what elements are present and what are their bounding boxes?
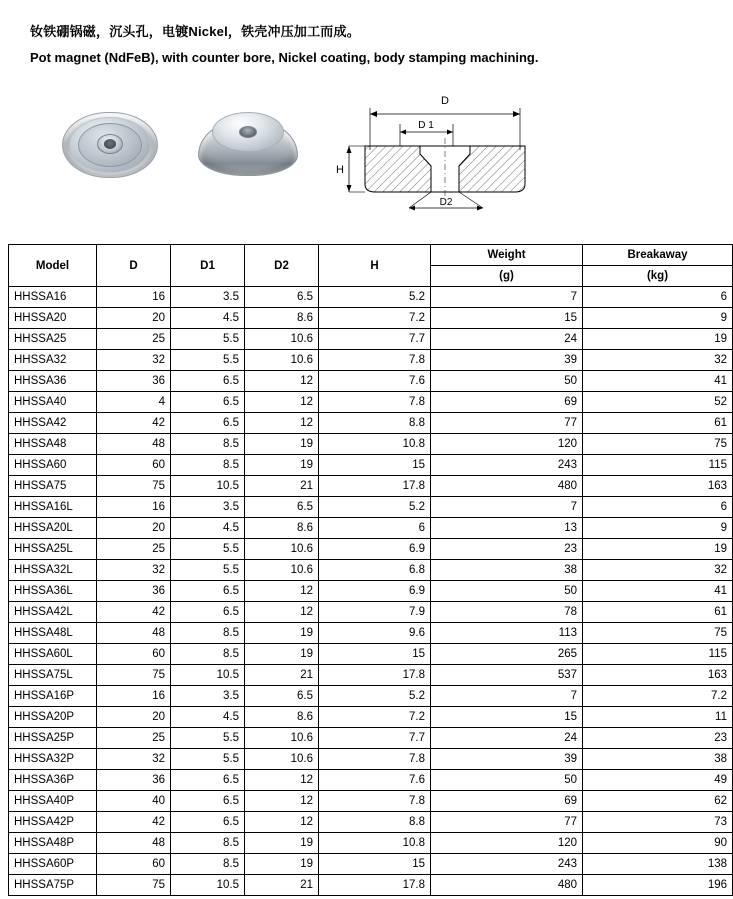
cell-model: HHSSA60L (9, 644, 97, 665)
cell-d2: 12 (245, 602, 319, 623)
cell-weight: 39 (431, 350, 583, 371)
header-h: H (319, 245, 431, 287)
table-row (9, 833, 733, 854)
cell-model: HHSSA25L (9, 539, 97, 560)
cell-d2: 10.6 (245, 749, 319, 770)
cell-d1: 6.5 (171, 812, 245, 833)
cell-h: 7.7 (319, 728, 431, 749)
table-row (9, 434, 733, 455)
cell-breakaway: 49 (583, 770, 733, 791)
cell-breakaway: 138 (583, 854, 733, 875)
cell-weight: 120 (431, 434, 583, 455)
cell-d1: 4.5 (171, 707, 245, 728)
table-row (9, 581, 733, 602)
cell-d1: 10.5 (171, 476, 245, 497)
cell-model: HHSSA40 (9, 392, 97, 413)
cell-model: HHSSA20L (9, 518, 97, 539)
table-row (9, 413, 733, 434)
cell-d1: 5.5 (171, 728, 245, 749)
page-header (0, 0, 700, 68)
cell-d: 16 (97, 497, 171, 518)
cell-weight: 77 (431, 812, 583, 833)
cell-d2: 6.5 (245, 287, 319, 308)
cell-h: 15 (319, 455, 431, 476)
cell-d1: 5.5 (171, 560, 245, 581)
cell-breakaway: 41 (583, 371, 733, 392)
cell-h: 10.8 (319, 833, 431, 854)
cell-d: 4 (97, 392, 171, 413)
cell-breakaway: 19 (583, 329, 733, 350)
cell-model: HHSSA60P (9, 854, 97, 875)
cell-d2: 12 (245, 581, 319, 602)
cell-model: HHSSA36 (9, 371, 97, 392)
cell-weight: 24 (431, 329, 583, 350)
cell-weight: 23 (431, 539, 583, 560)
cell-h: 7.2 (319, 707, 431, 728)
cell-model: HHSSA42 (9, 413, 97, 434)
cell-weight: 39 (431, 749, 583, 770)
cell-d: 36 (97, 581, 171, 602)
cell-d2: 21 (245, 875, 319, 896)
cell-h: 7.8 (319, 749, 431, 770)
cell-breakaway: 115 (583, 644, 733, 665)
cell-d2: 10.6 (245, 539, 319, 560)
cell-d: 60 (97, 854, 171, 875)
cell-d1: 6.5 (171, 392, 245, 413)
dimension-label-d2: D2 (439, 197, 453, 208)
cell-breakaway: 9 (583, 518, 733, 539)
cell-breakaway: 41 (583, 581, 733, 602)
cell-d2: 19 (245, 623, 319, 644)
cell-weight: 38 (431, 560, 583, 581)
cell-d: 25 (97, 728, 171, 749)
cell-breakaway: 6 (583, 287, 733, 308)
cell-weight: 13 (431, 518, 583, 539)
table-row (9, 707, 733, 728)
cell-d1: 5.5 (171, 749, 245, 770)
table-row (9, 329, 733, 350)
cell-d1: 6.5 (171, 602, 245, 623)
cell-d1: 6.5 (171, 791, 245, 812)
cell-weight: 50 (431, 770, 583, 791)
cell-d2: 10.6 (245, 728, 319, 749)
cell-d1: 3.5 (171, 686, 245, 707)
table-row (9, 728, 733, 749)
cell-d2: 21 (245, 476, 319, 497)
cell-weight: 480 (431, 476, 583, 497)
cell-d2: 12 (245, 371, 319, 392)
cell-d2: 6.5 (245, 497, 319, 518)
cell-d: 40 (97, 791, 171, 812)
cell-h: 7.8 (319, 791, 431, 812)
title-chinese: 钕铁硼锅磁，沉头孔，电镀Nickel，铁壳冲压加工而成。 (30, 24, 360, 39)
cell-d1: 8.5 (171, 434, 245, 455)
table-row (9, 497, 733, 518)
table-row (9, 770, 733, 791)
header-model: Model (9, 245, 97, 287)
cell-model: HHSSA16P (9, 686, 97, 707)
cell-breakaway: 6 (583, 497, 733, 518)
cell-d2: 19 (245, 644, 319, 665)
magnet-center-hole (239, 126, 257, 138)
table-row (9, 392, 733, 413)
cell-h: 17.8 (319, 476, 431, 497)
cell-weight: 7 (431, 497, 583, 518)
cell-model: HHSSA25 (9, 329, 97, 350)
cell-d: 75 (97, 875, 171, 896)
cell-d1: 6.5 (171, 770, 245, 791)
cell-d1: 3.5 (171, 497, 245, 518)
cell-h: 7.6 (319, 770, 431, 791)
cell-d2: 10.6 (245, 350, 319, 371)
table-row (9, 812, 733, 833)
cell-d2: 8.6 (245, 518, 319, 539)
cell-h: 5.2 (319, 686, 431, 707)
table-row (9, 749, 733, 770)
cell-d: 60 (97, 455, 171, 476)
cell-model: HHSSA75P (9, 875, 97, 896)
cell-h: 6 (319, 518, 431, 539)
table-row (9, 875, 733, 896)
table-row (9, 854, 733, 875)
cell-breakaway: 52 (583, 392, 733, 413)
cell-d: 75 (97, 476, 171, 497)
cell-d2: 8.6 (245, 707, 319, 728)
cell-d1: 4.5 (171, 518, 245, 539)
cell-breakaway: 11 (583, 707, 733, 728)
table-row (9, 518, 733, 539)
cell-h: 6.8 (319, 560, 431, 581)
cell-weight: 77 (431, 413, 583, 434)
cell-h: 17.8 (319, 875, 431, 896)
spec-table (8, 244, 733, 896)
cell-h: 6.9 (319, 581, 431, 602)
cell-model: HHSSA32 (9, 350, 97, 371)
cell-h: 6.9 (319, 539, 431, 560)
cell-breakaway: 19 (583, 539, 733, 560)
cell-weight: 113 (431, 623, 583, 644)
cell-weight: 243 (431, 455, 583, 476)
cell-h: 15 (319, 854, 431, 875)
cell-weight: 15 (431, 707, 583, 728)
cell-d1: 8.5 (171, 644, 245, 665)
cell-weight: 243 (431, 854, 583, 875)
cell-model: HHSSA20P (9, 707, 97, 728)
cell-d1: 6.5 (171, 413, 245, 434)
table-row (9, 308, 733, 329)
cell-weight: 7 (431, 686, 583, 707)
cell-model: HHSSA48P (9, 833, 97, 854)
cell-h: 10.8 (319, 434, 431, 455)
cell-d: 16 (97, 287, 171, 308)
cell-model: HHSSA32P (9, 749, 97, 770)
cell-model: HHSSA16 (9, 287, 97, 308)
cell-weight: 50 (431, 581, 583, 602)
cell-d: 20 (97, 707, 171, 728)
cell-d2: 12 (245, 392, 319, 413)
table-row (9, 371, 733, 392)
cell-d2: 10.6 (245, 329, 319, 350)
cell-h: 7.2 (319, 308, 431, 329)
cell-weight: 120 (431, 833, 583, 854)
spec-table-head (9, 245, 733, 287)
cell-breakaway: 62 (583, 791, 733, 812)
cell-d2: 19 (245, 833, 319, 854)
cell-breakaway: 163 (583, 476, 733, 497)
cell-d: 16 (97, 686, 171, 707)
table-row (9, 350, 733, 371)
cell-h: 5.2 (319, 287, 431, 308)
cell-d: 42 (97, 812, 171, 833)
table-row (9, 602, 733, 623)
cell-h: 17.8 (319, 665, 431, 686)
table-row (9, 665, 733, 686)
cell-d2: 12 (245, 791, 319, 812)
cell-d: 25 (97, 329, 171, 350)
cell-d: 25 (97, 539, 171, 560)
cell-d2: 12 (245, 812, 319, 833)
cell-h: 7.6 (319, 371, 431, 392)
cell-weight: 24 (431, 728, 583, 749)
cell-breakaway: 32 (583, 560, 733, 581)
cell-d: 32 (97, 560, 171, 581)
cell-h: 8.8 (319, 413, 431, 434)
cell-breakaway: 115 (583, 455, 733, 476)
table-row (9, 791, 733, 812)
cell-d1: 6.5 (171, 371, 245, 392)
title-english: Pot magnet (NdFeB), with counter bore, Nickel coating, body stamping machining. (30, 50, 539, 65)
spec-table-body (9, 287, 733, 896)
cell-d1: 8.5 (171, 623, 245, 644)
header-row-units (9, 245, 733, 266)
cell-d: 75 (97, 665, 171, 686)
cell-d2: 19 (245, 854, 319, 875)
cell-h: 8.8 (319, 812, 431, 833)
header-breakaway-unit: (kg) (583, 266, 733, 287)
cell-d: 42 (97, 602, 171, 623)
cell-d1: 8.5 (171, 854, 245, 875)
dimension-label-h: H (336, 164, 344, 176)
cell-h: 15 (319, 644, 431, 665)
cell-model: HHSSA36P (9, 770, 97, 791)
cell-d: 48 (97, 833, 171, 854)
header-breakaway: Breakaway (583, 245, 733, 266)
cell-d1: 8.5 (171, 833, 245, 854)
cell-breakaway: 23 (583, 728, 733, 749)
cell-model: HHSSA42L (9, 602, 97, 623)
cell-h: 7.7 (319, 329, 431, 350)
cell-d1: 5.5 (171, 539, 245, 560)
cell-d: 48 (97, 623, 171, 644)
header-d: D (97, 245, 171, 287)
cell-breakaway: 75 (583, 623, 733, 644)
header-d2: D2 (245, 245, 319, 287)
cell-d: 32 (97, 749, 171, 770)
cell-breakaway: 32 (583, 350, 733, 371)
cell-d2: 12 (245, 413, 319, 434)
cell-model: HHSSA75 (9, 476, 97, 497)
cell-model: HHSSA48 (9, 434, 97, 455)
cell-breakaway: 9 (583, 308, 733, 329)
dimension-label-d1: D 1 (418, 120, 434, 131)
cell-d: 36 (97, 371, 171, 392)
cell-d: 48 (97, 434, 171, 455)
cell-h: 5.2 (319, 497, 431, 518)
cell-model: HHSSA25P (9, 728, 97, 749)
cell-d: 20 (97, 308, 171, 329)
cell-h: 7.9 (319, 602, 431, 623)
cell-weight: 480 (431, 875, 583, 896)
cell-weight: 537 (431, 665, 583, 686)
cell-weight: 265 (431, 644, 583, 665)
cell-d2: 10.6 (245, 560, 319, 581)
table-row (9, 287, 733, 308)
cell-weight: 50 (431, 371, 583, 392)
cell-breakaway: 90 (583, 833, 733, 854)
dimension-label-d: D (441, 95, 449, 107)
cell-model: HHSSA16L (9, 497, 97, 518)
cell-weight: 69 (431, 791, 583, 812)
technical-drawing-svg (325, 88, 545, 228)
table-row (9, 539, 733, 560)
cell-d1: 8.5 (171, 455, 245, 476)
header-weight: Weight (431, 245, 583, 266)
table-row (9, 623, 733, 644)
header-weight-unit: (g) (431, 266, 583, 287)
cell-d: 60 (97, 644, 171, 665)
cell-weight: 69 (431, 392, 583, 413)
cell-d1: 5.5 (171, 329, 245, 350)
technical-drawing (325, 88, 545, 228)
cell-breakaway: 73 (583, 812, 733, 833)
cell-model: HHSSA42P (9, 812, 97, 833)
cell-weight: 78 (431, 602, 583, 623)
table-row (9, 455, 733, 476)
pot-magnet-face-photo (62, 112, 158, 178)
product-images (0, 82, 700, 232)
cell-model: HHSSA40P (9, 791, 97, 812)
cell-model: HHSSA32L (9, 560, 97, 581)
table-row (9, 644, 733, 665)
cell-d2: 8.6 (245, 308, 319, 329)
cell-d: 20 (97, 518, 171, 539)
cell-d1: 10.5 (171, 875, 245, 896)
cell-h: 7.8 (319, 392, 431, 413)
cell-breakaway: 196 (583, 875, 733, 896)
cell-d2: 19 (245, 455, 319, 476)
header-d1: D1 (171, 245, 245, 287)
table-row (9, 560, 733, 581)
cell-d2: 21 (245, 665, 319, 686)
cell-model: HHSSA75L (9, 665, 97, 686)
cell-model: HHSSA20 (9, 308, 97, 329)
cell-d1: 6.5 (171, 581, 245, 602)
cell-breakaway: 75 (583, 434, 733, 455)
cell-d1: 10.5 (171, 665, 245, 686)
cell-model: HHSSA36L (9, 581, 97, 602)
cell-breakaway: 61 (583, 413, 733, 434)
magnet-bore-hole (104, 139, 116, 149)
cell-d1: 5.5 (171, 350, 245, 371)
table-row (9, 686, 733, 707)
cell-model: HHSSA48L (9, 623, 97, 644)
cell-breakaway: 38 (583, 749, 733, 770)
cell-d2: 12 (245, 770, 319, 791)
cell-model: HHSSA60 (9, 455, 97, 476)
cell-d1: 3.5 (171, 287, 245, 308)
cell-d: 42 (97, 413, 171, 434)
table-row (9, 476, 733, 497)
cell-breakaway: 163 (583, 665, 733, 686)
cell-d: 32 (97, 350, 171, 371)
cell-weight: 7 (431, 287, 583, 308)
cell-h: 9.6 (319, 623, 431, 644)
cell-h: 7.8 (319, 350, 431, 371)
cell-d: 36 (97, 770, 171, 791)
spec-table-wrapper (8, 244, 727, 896)
pot-magnet-angled-photo (198, 108, 298, 180)
cell-d2: 19 (245, 434, 319, 455)
cell-breakaway: 61 (583, 602, 733, 623)
cell-d1: 4.5 (171, 308, 245, 329)
cell-d2: 6.5 (245, 686, 319, 707)
cell-weight: 15 (431, 308, 583, 329)
cell-breakaway: 7.2 (583, 686, 733, 707)
